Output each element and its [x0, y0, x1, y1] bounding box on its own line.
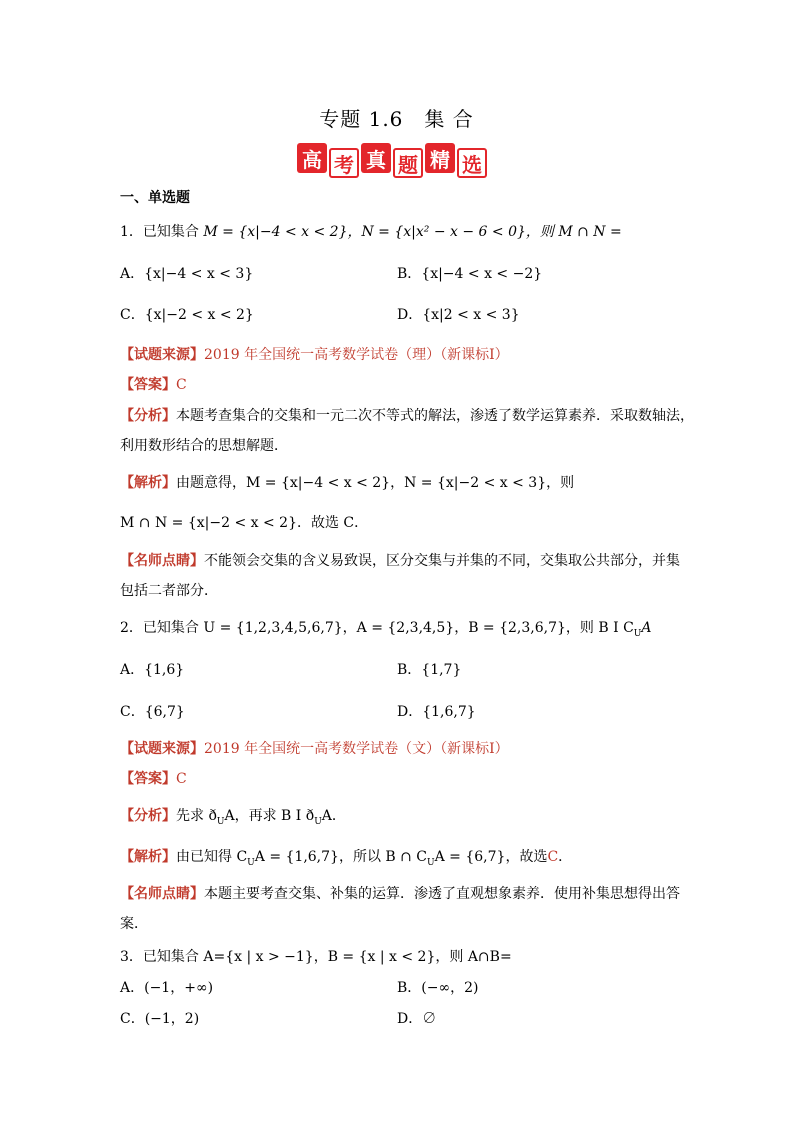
question-2-stem: 2．已知集合 U = {1,2,3,4,5,6,7}，A = {2,3,4,5}，B = {2,3,6,7}，则 B I $C_UA$: [120, 620, 652, 639]
section-heading: 一、单选题: [120, 190, 190, 206]
banner-logo: [297, 143, 487, 177]
q1-tip: 【名师点睛】不能领会交集的含义易致误，区分交集与并集的不同，交集取公共部分，并集: [120, 553, 680, 569]
q2-option-a: A．{1,6}: [120, 662, 185, 678]
q2-tip-cont: 案．: [120, 916, 148, 932]
q1-answer: 【答案】C: [120, 377, 187, 393]
q1-tip-cont: 包括二者部分．: [120, 583, 218, 599]
question-1-stem: 1．已知集合 M = {x|−4 < x < 2}，N = {x|x² − x − 6 < 0}，则 M ∩ N =: [120, 224, 622, 240]
banner-char: 考: [329, 148, 359, 178]
q2-analysis: 【分析】先求 $ð_UA$，再求 B I $ð_UA$．: [120, 808, 346, 827]
banner-char: 高: [297, 143, 327, 173]
q1-analysis-cont: 利用数形结合的思想解题．: [120, 438, 288, 454]
q2-answer: 【答案】C: [120, 771, 187, 787]
banner-char: 题: [393, 148, 423, 178]
question-3-stem: 3．已知集合 A={x | x > −1}，B = {x | x < 2}，则 A∩B=: [120, 949, 512, 965]
banner-char: 真: [361, 143, 391, 173]
q1-analysis: 【分析】本题考查集合的交集和一元二次不等式的解法，渗透了数学运算素养．采取数轴法，: [120, 408, 694, 424]
q3-option-a: A．(−1，+∞): [120, 980, 214, 996]
q1-solution: 【解析】由题意得，M = {x|−4 < x < 2}，N = {x|−2 < x < 3}，则: [120, 475, 575, 491]
banner-char: 精: [425, 143, 455, 173]
q1-option-a: A．{x|−4 < x < 3}: [120, 266, 254, 282]
q1-option-d: D．{x|2 < x < 3}: [397, 307, 520, 323]
q2-option-d: D．{1,6,7}: [397, 704, 476, 720]
q1-solution-cont: M ∩ N = {x|−2 < x < 2}．故选 C．: [120, 515, 369, 531]
q3-option-c: C．(−1，2): [120, 1011, 200, 1027]
q2-solution: 【解析】由已知得 $C_UA = \{1,6,7\}$，所以 B ∩ $C_UA = \{6,7\}$，故选C．: [120, 849, 573, 868]
q2-source: 【试题来源】2019 年全国统一高考数学试卷（文）（新课标Ⅰ）: [120, 741, 509, 757]
banner-char: 选: [457, 148, 487, 178]
q1-option-b: B．{x|−4 < x < −2}: [397, 266, 543, 282]
q1-source: 【试题来源】2019 年全国统一高考数学试卷（理）（新课标Ⅰ）: [120, 347, 509, 363]
page-title: 专题 1.6 集 合: [319, 107, 474, 131]
q3-option-d: D．∅: [397, 1011, 437, 1027]
q1-option-c: C．{x|−2 < x < 2}: [120, 307, 254, 323]
q2-tip: 【名师点睛】本题主要考查交集、补集的运算．渗透了直观想象素养．使用补集思想得出答: [120, 886, 680, 902]
q2-option-b: B．{1,7}: [397, 662, 462, 678]
q3-option-b: B．(−∞，2): [397, 980, 479, 996]
q2-option-c: C．{6,7}: [120, 704, 185, 720]
